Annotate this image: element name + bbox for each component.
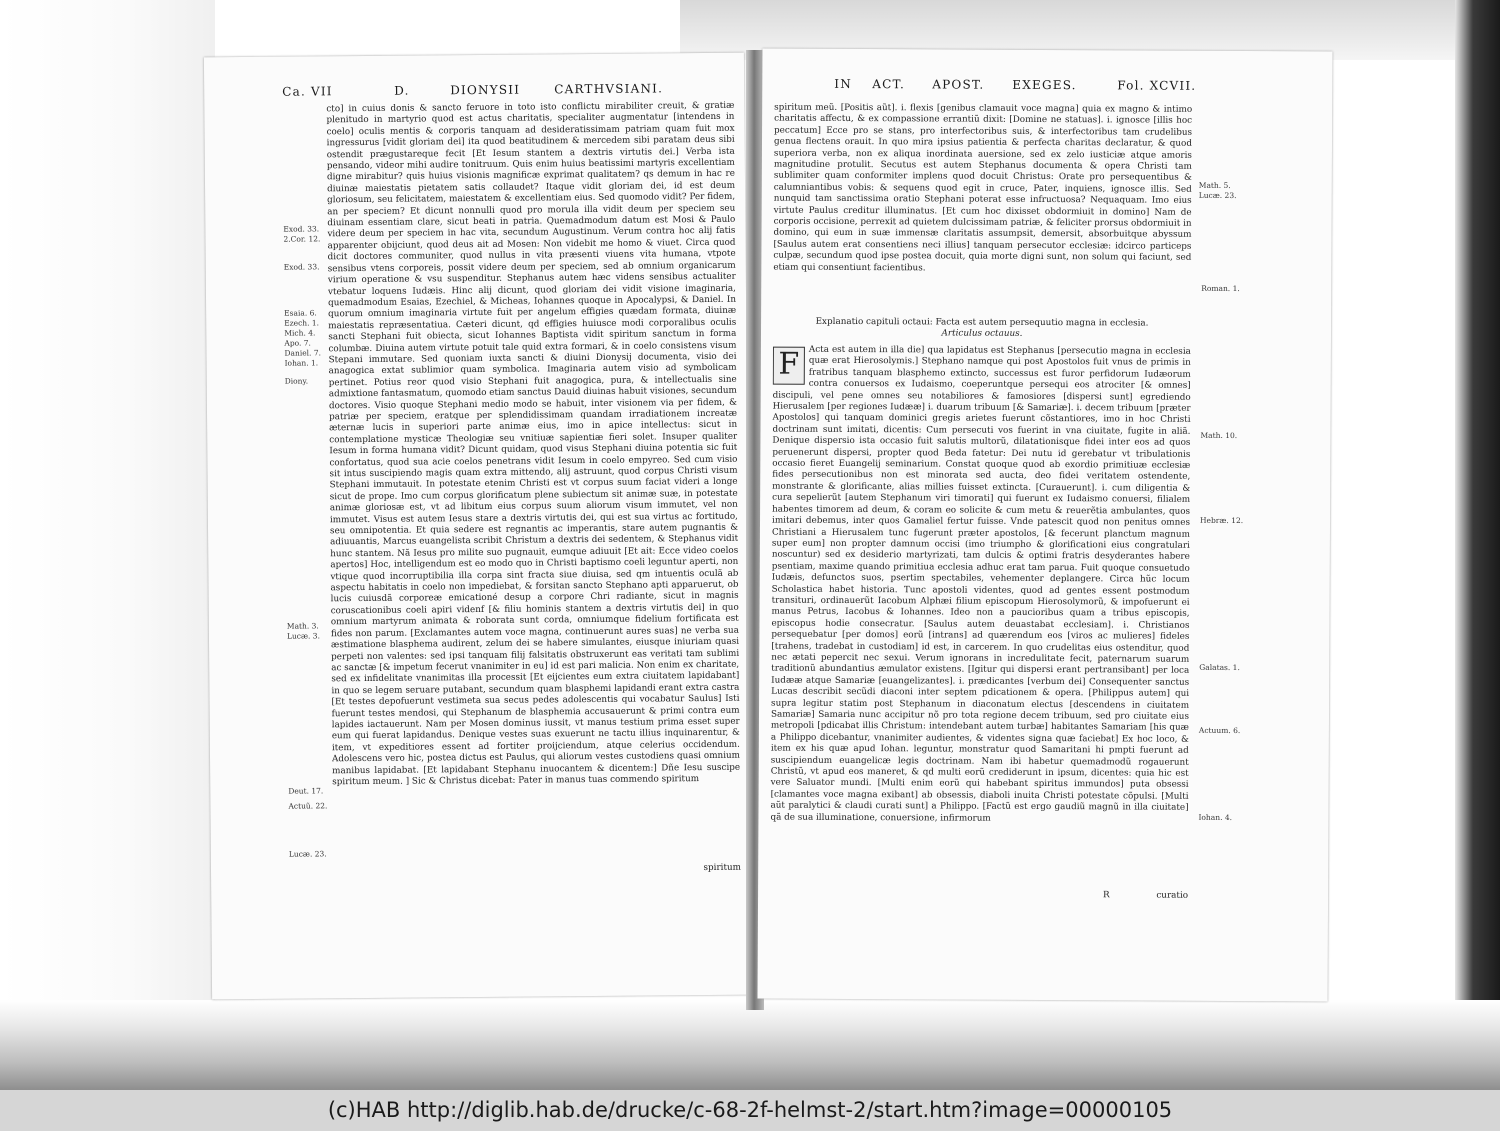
scan-margin-right (1455, 0, 1500, 1090)
right-page-header-in: IN (834, 76, 852, 91)
margin-note: Daniel. 7. (284, 348, 322, 358)
scan-margin-bottom (0, 1000, 1500, 1090)
right-page-catchword: curatio (1156, 890, 1189, 901)
right-page-body-main-text: Acta est autem in illa die] qua lapidatus est Stephanus [persecutio magna in ecclesia quæ erat Hierosolymis.] Stephano namque qui post Apostolos fuit vnus de primis in fratribus tanquam blasphemo extincto, successus est furor perfidorum Iudæorum contra conuersos ex Iudaismo, coeperuntque persequi eos atrociter [& omnes] discipuli, vel pene omnes seu notabiliores & famosiores [dispersi sunt] egrediendo Hierusalem [per regiones Iudææ] i. duarum tribuum [& Samariæ]. i. decem tribuum [præter Apostolos] qui tanquam dominici gregis arietes fuerunt cõstantiores, imo in hoc Christi doctrinam sunt imitati, dicentis: Cum persecuti vos fuerint in vna ciuitate, fugite in aliã. Denique dispersio ista occasio fuit salutis multorũ, dilatationisque fidei inter eos ad quos peruenerunt dispersi, propter quod Beda fatetur: Dei nutu id gerebatur vt tribulationis occasio fieret Euangelij seminarium. Constat quoque quod ab exordio primitiuæ ecclesiæ fides persecutionibus non est minorata sed aucta, deo fidei veritatem ostendente, monstrante & glorificante, alias millies fuisset extincta. [Curauerunt]. i. cum diligentia & cura sepelierũt [autem Stephanum viri timorati] qui fuerunt ex Iudaismo conuersi, filialem habentes timorem ad deum, & coram eo solicite & cum metu & reuerẽtia ambulantes, quos imitari debemus, inter quos Gamaliel fertur fuisse. Vnde patescit quod non penitus omnes Christiani a Hierusalem tunc fugerunt præter apostolos, [& fecerunt planctum magnum super eum] non propter damnum occisi (imo triumpho & glorificationi eius congratulari noscuntur) sed ex desiderio martyrizati, tam dulcis & optimi fratris desyderantes habere psentiam, maxime quando primitiua ecclesia adhuc erat tam parua. Fuit quoque consuetudo Iudæis, defunctos suos, psertim spectabiles, vehementer deplangere. Circa hũc locum Scholastica habet historia. Tunc apostoli videntes, quod ad gentes essent postmodum transituri, ordinauerũt Iacobum Alphæi filium episcopum Hierosolymorũ, & impofuerunt ei manus Petrus, Iacobus & Iohannes. Ideo non a paucioribus quam a tribus episcopis, episcopus hodie consecratur. [Saulus autem deuastabat ecclesiam]. i. Christianos persequebatur [per domos] eorũ [intrans] ad quærendum eos [viros ac mulieres] fideles [trahens, tradebat in custodiam] id est, in carcerem. In quo crudelitas eius ostenditur, quod nec ætati pepercit nec sexui. Verum ignorans in incredulitate fecit, paternarum suarum traditionũ abundantius æmulator existens. [Igitur qui dispersi erant pertransibant] per loca Iudææ atque Samariæ [euangelizantes]. i. prædicantes [verbum dei] Consequenter sanctus Lucas describit secũdi diaconi inter septem pdicationem & opera. [Philippus autem] qui supra legitur statim post Stephanum in diaconatum electus [descendens in ciuitatem Samariæ] Samaria nunc accipitur nõ pro tota regione decem tribuum, sed pro ciuitate eius metropoli [pdicabat illis Christum: intendebant autem turbæ] habitantes Samariam [his quæ a Philippo dicebantur, vnanimiter audientes, & videntes signa quæ faciebat] Ex hoc loco, & item ex his quæ apud Iohan. leguntur, monstratur quod Samaritani hi pmpti fuerunt ad suscipiendum euangelicæ legis doctrinam. Nam ibi habetur quemadmodũ rogauerunt Christũ, vt apud eos maneret, & qd multi eorũ crediderunt in ipsum, dicentes: quia hic est vere Saluator mundi. [Multi enim eorũ qui habebant spiritus immundos] puta obsessi [clamantes voce magna exibant] ab obsessis, diaboli inuita Christi potestate cõpulsi. [Multi aũt paralytici & claudi curati sunt] a Philippo. [Factũ est ergo gaudiũ magnũ in illa ciuitate] qã de sua illuminatione, conuersione, infirmorum (770, 344, 1191, 824)
margin-note: Math. 3. (286, 621, 319, 631)
right-page-folio: Fol. XCVII. (1117, 78, 1197, 93)
left-page-body-text: cto] in cuius donis & sancto feruore in toto isto conflictu mirabiliter creuit, & gratiæ plenitudo in martyrio quod est actus charitatis, specialiter augmentatur [intendens in coelo] oculis mentis & corporis tanquam ad desideratissimam patriam quam fuit mox ingressurus [vidit gloriam dei] ita quod beatitudinem & mercedem sibi paratam deus sibi ostendit prægustareque fecit [Et Iesum stantem a dextris virtutis dei.] Verba ista pensando, videor mihi audire tonitruum. Quis enim huius beatissimi martyris excellentiam digne mirabitur? quis huius visionis magnificæ exprimat qualitatem? qs demum in hac re diuinæ maiestatis pietatem satis collaudet? Itaque vidit gloriam dei, id est deum gloriosum, seu felicitatem, maiestatem & excellentiam eius. Sed quomodo vidit? Per fidem, an per speciem? Et dicunt nonnulli quod pro morula illa vidit deum per speciem seu diuinam essentiam clare, sicut beati in patria. Quemadmodum datum est Mosi & Paulo videre deum per speciem in hac vita, secundum Augustinum. Verum contra hoc alij fatis apparenter obijciunt, quod deus ait ad Mosen: Non videbit me homo & viuet. Circa quod dicit doctores communiter, quod nullus in vita præsenti viuens vita humana, vtpote sensibus vtens corporeis, possit videre deum per speciem, sed ab omnium organicarum virium operatione & vsu suspenditur. Stephanus autem hæc videns sensibus actualiter vtebatur loquens Iudæis. Hinc alij dicunt, quod gloriam dei vidit visione imaginaria, quemadmodum Esaias, Ezechiel, & Micheas, Iohannes quoque in Apocalypsi, & Daniel. In quorum omnium imaginaria virtute fuit per angelum effigies quædam formata, diuinæ maiestatis repræsentatiua. Cæteri dicunt, qd effigies huiusce modi corporalibus oculis sancti Stephani fuit obiecta, sicut Iohannes Baptista vidit spiritum sanctum in forma columbæ. Diuina autem virtute potuit tale quid extra formari, & in coelo consistens visum Stepani immutare. Sed quoniam iuxta sancti & diuini Dionysij documenta, visio dei anagogica extat sublimior quam symbolica. Imaginaria autem visio ad symbolicam pertinet. Potius reor quod visio Stephani fuit anagogica, pura, & intellectualis sine admixtione fantasmatum, quomodo etiam sanctus Dauid diuinas habuit visiones, secundum doctores. Visio quoque Stephani medio modo se habuit, inter visionem via per fidem, & patriæ per speciem, eratque per splendidissimam quandam irradiationem increatæ æternæ lucis in superiori parte animæ eius, imo in apice intellectus: sicut in contemplatione mysticæ Theologiæ seu vnitiuæ sapientiæ fieri solet. Insuper qualiter Iesum in forma humana vidit? Dicunt quidam, quod visus Stephani diuina potentia sic fuit confortatus, quod sua acie coelos penetrans vidit Iesum in coelo empyreo. Sed cum visio sit intus suscipiendo magis quam extra mittendo, alij astruunt, quod corpus Christi visum Stephani immutauit. In potestate etenim Christi est vt corpus suum faciat videri a longe sicut de prope. Imo cum corpus glorificatum plene subiectum sit animæ suæ, in potestate animæ gloriosæ est, vt ad libitum eius corpus suum aliorum visum immutet, vel non immutet. Visus est autem Iesus stare a dextris virtutis dei, qui est sua virtus ac fortitudo, seu omnipotentia. Et quia sedere est regnantis ac imperantis, stare autem pugnantis & adiuuantis, Marcus euangelista scribit Christum a dextris dei sedentem, & Stephanus vidit hunc stantem. Nã Iesus pro milite suo pugnauit, eumque adiuuit [Et ait: Ecce video coelos apertos] Hoc, intelligendum est eo modo quo in Christi baptismo coeli leguntur aperti, non vtique quod incorruptibilia illa corpa sint fracta siue diuisa, sed qm intuentis oculã ab aspectu habitatis in coelo non impediebat, & forsitan sancto Stephano apti apparuerut, ob lucis cuiusdã corporeæ emicationé desup a corpore Chri radiante, sicut in magnis coruscationibus coeli apiri videnf [& filiu hominis stantem a dextris virtutis dei] in quo omnium martyrum animata & roborata sunt corda, omniumque fidelium fortificata est fides non parum. [Exclamantes autem voce magna, continuerunt aures suas] ne verba sua æstimatione blasphema audirent, zelum dei se habere simulantes, eiusque iniuriam quasi perpeti non valentes: sed ipsi tanquam filij falsitatis obstruxerunt eas veritati tam sublimi ac sanctæ [& impetum fecerut vnanimiter in eu] id est pari malicia. Non enim ex charitate, sed ex infidelitate vnanimitas illa processit [Et eijcientes eum extra ciuitatem lapidabant] in quo se legem seruare putabant, secundum quam blasphemi lapidandi erant extra castra [Et testes depofuerunt vestimeta sua secus pedes adolescentis qui vocabatur Saulus] Isti fuerunt testes mendosi, qui Stephanum de blasphemia accusauerunt & primi contra eum lapides iactauerunt. Nam per Mosen dominus iussit, vt manus testium prima esset super eum qui fuerat lapidandus. Denique vestes suas exuerunt ne tactu illius inquinarentur, & item, vt expeditiores essent ad fortiter proijciendum, atque celerius occidendum. Adolescens vero hic, postea dictus est Paulus, qui aliorum vestes custodiens quasi omnium manibus lapidabat. [Et lapidabant Stephanu inuocantem & dicentem:] Dñe Iesu suscipe spiritum meum. ] Sic & Christus dicebat: Pater in manus tuas commendo spiritum (326, 100, 741, 788)
right-page-header-exeges: EXEGES. (1012, 77, 1077, 93)
left-page-header-author-2: CARTHVSIANI. (554, 81, 664, 97)
margin-note: 2.Cor. 12. (283, 234, 321, 244)
scan-margin-left (0, 0, 215, 1090)
margin-note: Actuum. 6. (1198, 725, 1241, 736)
margin-note: Exod. 33. (283, 262, 320, 272)
signature-mark: R (1103, 890, 1110, 901)
margin-note: Iohan. 4. (1198, 812, 1233, 822)
margin-note: Deut. 17. (288, 786, 324, 796)
right-page-header-apost: APOST. (932, 77, 985, 92)
explanatio-title: Explanatio capituli octaui: Facta est autem persequutio magna in ecclesia. (815, 316, 1149, 329)
margin-note: Apo. 7. (284, 338, 311, 348)
margin-note: Exod. 33. (283, 224, 320, 234)
margin-note: Ezech. 1. (284, 318, 320, 328)
left-page-body (326, 101, 741, 865)
margin-note: Iohan. 1. (284, 358, 319, 368)
margin-note: Lucæ. 23. (1198, 190, 1237, 200)
articulus-label: Articulus octauus. (941, 328, 1023, 340)
left-page-catchword: spiritum (703, 862, 742, 874)
decorated-initial: F (773, 347, 805, 385)
left-page-header-author: DIONYSII (450, 82, 521, 98)
margin-note: Hebræ. 12. (1200, 515, 1244, 526)
left-page-header-initial: D. (394, 83, 410, 98)
left-page-chapter: Ca. VII (282, 84, 333, 99)
copyright-caption: (c)HAB http://diglib.hab.de/drucke/c-68-2f-helmst-2/start.htm?image=00000105 (0, 1090, 1500, 1131)
margin-note: Actuũ. 22. (288, 801, 328, 811)
right-page-header-act: ACT. (872, 77, 906, 92)
right-page (758, 49, 1333, 1002)
margin-note: Diony. (284, 376, 309, 386)
margin-note: Lucæ. 23. (288, 849, 327, 859)
section-heading (773, 317, 1191, 342)
margin-note: Lucæ. 3. (286, 631, 320, 641)
right-page-body-top-text: spiritum meũ. [Positis aũt]. i. flexis [genibus clamauit voce magna] quia ex magno & intimo charitatis affectu, & ex compassione errantiũ dixit: [Domine ne statuas]. i. ignosce [illis hoc peccatum] Ecce pro se stans, pro interfectoribus suis, & interfectoribus tam crudelibus genua flectens orauit. In quo mira ipsius patientia & perfecta charitas declaratur, & quod superiora verba, non ex aliqua inordinata auersione, sed ex zelo iusticiæ atque amoris magnitudine protulit. Secutus est autem Stephanus documenta & opera Christi tam sublimiter quam conformiter implens quod docuit Christus: Orate pro persequentibus & calumniantibus vobis: & sequens quod egit in cruce, Pater, inquiens, ignosce illis. Sed nunquid tam sanctissima oratio Stephani poterat esse infructuosa? Nequaquam. Imo eius virtute Paulus creditur illuminatus. [Et cum hoc dixisset obdormiuit in domino] Nam de corporis occisione, perrexit ad quietem dulcissimam patriæ, & feliciter prorsus obdormiuit in domino, qui eum in suæ immensæ claritatis assumpsit, demersit, absorbuitque abyssum [Saulus autem erat consentiens neci illius] tanquam persecutor ecclesiæ: idcirco particeps culpæ, secundum quod ipse postea docuit, quia morte digni sunt, non solum qui faciunt, sed etiam qui consentiunt facientibus. (773, 102, 1193, 274)
right-page-body-main (770, 345, 1191, 887)
right-page-body-top (773, 103, 1192, 317)
margin-note: Math. 5. (1198, 180, 1231, 190)
margin-note: Galatas. 1. (1199, 662, 1240, 673)
margin-note: Mich. 4. (284, 328, 316, 338)
margin-note: Esaia. 6. (284, 308, 317, 318)
margin-note: Math. 10. (1200, 430, 1238, 441)
left-page (204, 53, 752, 1000)
margin-note: Roman. 1. (1201, 283, 1240, 294)
